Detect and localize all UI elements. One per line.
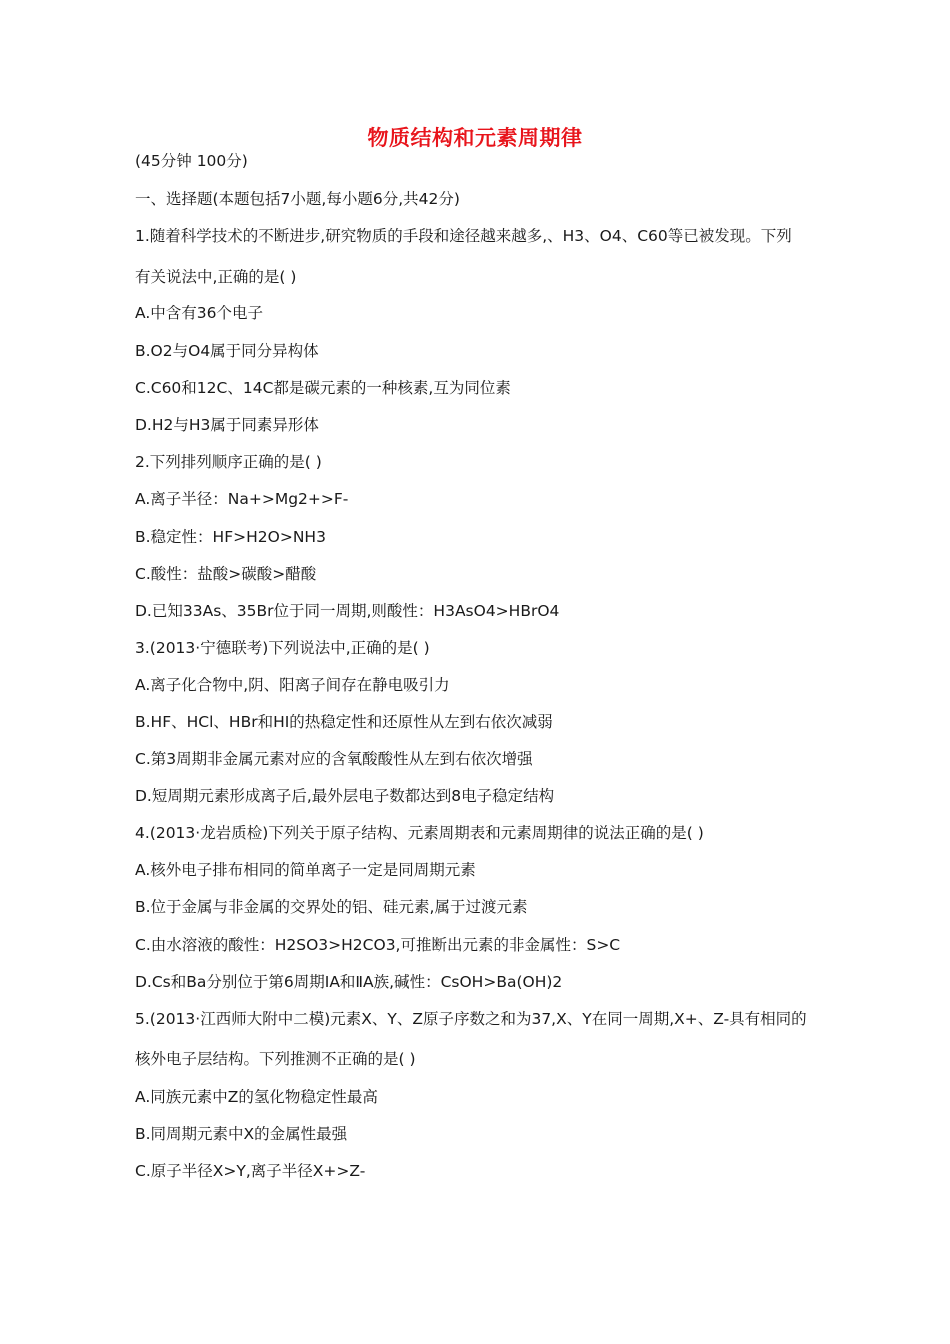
question-1-stem-cont: 有关说法中,正确的是( ): [135, 268, 297, 286]
question-5-option-a: A.同族元素中Z的氢化物稳定性最高: [135, 1088, 378, 1106]
question-4-stem: 4.(2013·龙岩质检)下列关于原子结构、元素周期表和元素周期律的说法正确的是( ): [135, 824, 704, 842]
question-5-option-b: B.同周期元素中X的金属性最强: [135, 1125, 348, 1143]
question-1-option-b: B.O2与O4属于同分异构体: [135, 342, 319, 360]
question-4-option-b: B.位于金属与非金属的交界处的铝、硅元素,属于过渡元素: [135, 898, 528, 916]
question-1-option-c: C.C60和12C、14C都是碳元素的一种核素,互为同位素: [135, 379, 511, 397]
question-3-option-b: B.HF、HCl、HBr和HI的热稳定性和还原性从左到右依次减弱: [135, 713, 553, 731]
question-4-option-a: A.核外电子排布相同的简单离子一定是同周期元素: [135, 861, 476, 879]
question-2-option-a: A.离子半径：Na+>Mg2+>F-: [135, 490, 349, 508]
question-1-stem: 1.随着科学技术的不断进步,研究物质的手段和途径越来越多,、H3、O4、C60等已被发现。下列: [135, 227, 792, 245]
question-5-option-c: C.原子半径X>Y,离子半径X+>Z-: [135, 1162, 366, 1180]
question-5-stem: 5.(2013·江西师大附中二模)元素X、Y、Z原子序数之和为37,X、Y在同一周期,X+、Z-具有相同的: [135, 1010, 807, 1028]
question-5-stem-cont: 核外电子层结构。下列推测不正确的是( ): [135, 1050, 416, 1068]
question-4-option-c: C.由水溶液的酸性：H2SO3>H2CO3,可推断出元素的非金属性：S>C: [135, 936, 621, 954]
question-2-stem: 2.下列排列顺序正确的是( ): [135, 453, 322, 471]
question-3-option-c: C.第3周期非金属元素对应的含氧酸酸性从左到右依次增强: [135, 750, 533, 768]
document-title: 物质结构和元素周期律: [367, 126, 583, 150]
question-4-option-d: D.Cs和Ba分别位于第6周期ⅠA和ⅡA族,碱性：CsOH>Ba(OH)2: [135, 973, 563, 991]
section-heading: 一、选择题(本题包括7小题,每小题6分,共42分): [135, 190, 460, 208]
document-meta: (45分钟 100分): [135, 152, 248, 170]
question-2-option-c: C.酸性：盐酸>碳酸>醋酸: [135, 565, 317, 583]
question-2-option-b: B.稳定性：HF>H2O>NH3: [135, 528, 326, 546]
question-1-option-a: A.中含有36个电子: [135, 304, 263, 322]
question-3-stem: 3.(2013·宁德联考)下列说法中,正确的是( ): [135, 639, 430, 657]
question-3-option-d: D.短周期元素形成离子后,最外层电子数都达到8电子稳定结构: [135, 787, 555, 805]
question-2-option-d: D.已知33As、35Br位于同一周期,则酸性：H3AsO4>HBrO4: [135, 602, 560, 620]
question-3-option-a: A.离子化合物中,阴、阳离子间存在静电吸引力: [135, 676, 450, 694]
question-1-option-d: D.H2与H3属于同素异形体: [135, 416, 319, 434]
